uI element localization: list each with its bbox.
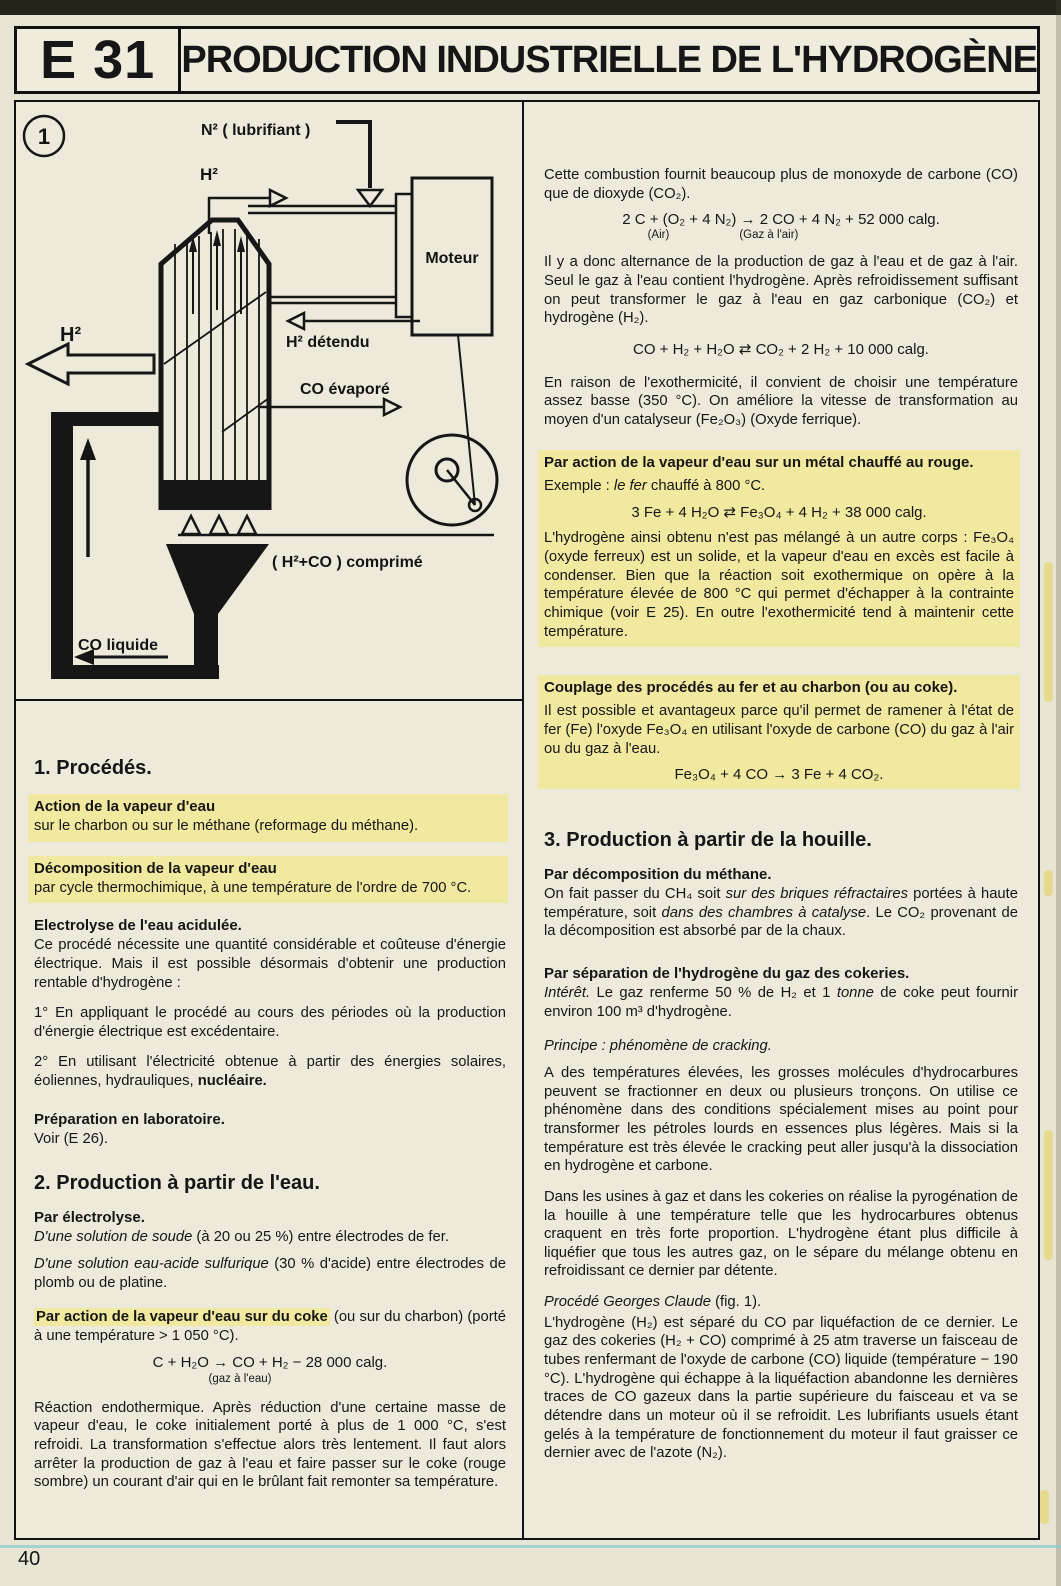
card-code: E 31 bbox=[17, 29, 181, 91]
paragraph-coke: Par action de la vapeur d'eau sur du coke (ou sur du charbon) (porté à une température > 1 050 °C). bbox=[34, 1309, 506, 1344]
spacer bbox=[544, 661, 1018, 675]
equation-note: (gaz à l'eau) bbox=[208, 1372, 272, 1385]
note-air: (Air) bbox=[647, 229, 670, 242]
subhead-decomposition-methane: Par décomposition du méthane. bbox=[544, 866, 772, 884]
subhead-metal-rouge: Par action de la vapeur d'eau sur un métal chauffé au rouge. bbox=[544, 453, 974, 471]
section-1-title: 1. Procédés. bbox=[34, 757, 152, 779]
co-evapore-arrowhead bbox=[384, 399, 400, 415]
subhead-par-electrolyse: Par électrolyse. bbox=[34, 1209, 145, 1227]
up-flow-arrow bbox=[80, 438, 96, 557]
section-3-title: 3. Production à partir de la houille. bbox=[544, 829, 872, 852]
equation-reduction-fer: Fe₃O₄ + 4 CO → 3 Fe + 4 CO₂. bbox=[674, 766, 884, 784]
subhead-electrolyse: Electrolyse de l'eau acidulée. bbox=[34, 917, 242, 935]
paragraph: L'hydrogène (H₂) est séparé du CO par liquéfaction de ce dernier. Le gaz des cokeries (H₂ + CO) comprimé à 25 atm traverse un faisceau de tubes renfermant de l'oxyde de carbone (CO) liquide (température − 190 °C). L'hydrogène qui échappe à la liquéfaction abandonne les dernières traces de CO gazeux dans la partie supérieure du faisceau et va se détendre dans un moteur où il se refroidit. Les lubrifiants usuels étant gelés à la température de fonctionnement du moteur il faut graisser ce dernier avec de l'azote (N₂). bbox=[544, 1314, 1018, 1462]
margin-highlight-mark bbox=[1040, 1490, 1049, 1524]
connecting-rod bbox=[458, 335, 475, 505]
margin-highlight-mark bbox=[1044, 870, 1053, 896]
inner-arrowhead bbox=[237, 236, 245, 252]
paragraph: En raison de l'exothermicité, il convient de choisir une température assez basse (350 °C). On améliore la vitesse de transformation au moyen d'un catalyseur (Fe₂O₃) (Oxyde ferrique). bbox=[544, 374, 1018, 429]
paragraph: 1° En appliquant le procédé au cours des périodes où la production d'énergie électrique est excédentaire. bbox=[34, 1005, 506, 1040]
subhead-body: sur le charbon ou sur le méthane (reformage du méthane). bbox=[34, 818, 419, 834]
label-h2-detendu: H² détendu bbox=[286, 334, 370, 351]
label-h2-top: H² bbox=[200, 165, 218, 184]
paragraph: Réaction endothermique. Après réduction d'une certaine masse de vapeur d'eau, le coke initialement porté à plus de 1 000 °C, s'est refroidi. La transformation s'effectue alors très lentement. Il faut alors arrêter la production de gaz à l'eau et faire passer sur le coke (rouge sombre) un courant d'air qui en le brûlant fait remonter sa température. bbox=[34, 1399, 506, 1491]
equation-gaz-a-leau: C + H₂O → CO + H₂ − 28 000 calg. bbox=[152, 1353, 388, 1371]
baffle-lines bbox=[164, 292, 269, 432]
inner-up-arrows bbox=[193, 244, 241, 314]
section-couplage bbox=[538, 675, 1020, 789]
subhead: Décomposition de la vapeur d'eau bbox=[34, 859, 277, 877]
left-column-text bbox=[16, 701, 522, 1492]
paragraph: D'une solution eau-acide sulfurique (30 % d'acide) entre électrodes de plomb ou de platine. bbox=[34, 1256, 506, 1291]
paragraph: L'hydrogène ainsi obtenu n'est pas mélangé à un autre corps : Fe₃O₄ (oxyde ferreux) est un solide, et la vapeur d'eau en excès est facile à condenser. Bien que la réaction soit exothermique on opère à la température élevée de 800 °C qui permet d'échapper à la contrainte chimique (voir E 25). En outre l'exothermicité tend à maintenir cette température. bbox=[544, 530, 1014, 640]
h2-outlet-arrow bbox=[28, 344, 154, 384]
subhead-separation-cokeries: Par séparation de l'hydrogène du gaz des cokeries. bbox=[544, 965, 910, 983]
paragraph: A des températures élevées, les grosses molécules d'hydrocarbures peuvent se fractionner en deux ou plusieurs tronçons. On utilise ce phénomène dans des conditions spécialement mises au point pour transformer les pétroles lourds en essences plus légères. Mais si la température est très élevée le cracking peut aller jusqu'à la dissociation en hydrogène et carbone. bbox=[544, 1065, 1018, 1175]
paragraph: Ce procédé nécessite une quantité considérable et coûteuse d'énergie électrique. Mais il est possible désormais d'obtenir une production rentable d'hydrogène : bbox=[34, 937, 506, 991]
procede-decomposition bbox=[28, 856, 508, 904]
h2-detendu-arrowhead bbox=[288, 313, 304, 329]
left-column bbox=[16, 102, 524, 1538]
motor-assembly bbox=[396, 178, 497, 525]
paragraph: Il y a donc alternance de la production de gaz à l'eau et de gaz à l'air. Seul le gaz à l'eau contient l'hydrogène. Après refroidissement suffisant on peut transformer le gaz à l'eau en gaz carbonique (CO₂) et hydrogène (H₂). bbox=[544, 254, 1018, 327]
section-metal-chauffe bbox=[538, 450, 1020, 647]
paragraph: Il est possible et avantageux parce qu'il permet de ramener à l'état de fer (Fe) l'oxyde Fe₃O₄ en utilisant l'oxyde de carbone (CO) du gaz à l'air ou du gaz à l'eau. bbox=[544, 703, 1014, 757]
content bbox=[14, 100, 1040, 1540]
gas-inlet-arrows bbox=[182, 516, 256, 534]
paragraph-principe-cracking: Principe : phénomène de cracking. bbox=[544, 1038, 772, 1055]
manifold bbox=[396, 194, 412, 317]
paragraph: Voir (E 26). bbox=[34, 1130, 109, 1147]
paragraph: Cette combustion fournit beaucoup plus de monoxyde de carbone (CO) que de dioxyde (CO₂). bbox=[544, 167, 1018, 202]
scan-edge-bottom-line bbox=[0, 1545, 1061, 1548]
label-n2-lubrifiant: N² ( lubrifiant ) bbox=[201, 122, 311, 139]
scan-edge-right bbox=[1056, 0, 1061, 1586]
paragraph: Exemple : le fer chauffé à 800 °C. bbox=[544, 477, 766, 494]
equation-notes bbox=[486, 229, 960, 241]
figure-1-diagram bbox=[16, 102, 522, 701]
margin-highlight-mark bbox=[1044, 562, 1053, 702]
paragraph-procede-claude: Procédé Georges Claude (fig. 1). bbox=[544, 1294, 762, 1311]
section-2-title: 2. Production à partir de l'eau. bbox=[34, 1172, 320, 1195]
exchange-tower bbox=[161, 220, 269, 510]
figure-number: 1 bbox=[37, 124, 51, 149]
paragraph: Dans les usines à gaz et dans les cokeries on réalise la pyrogénation de la houille à une température telle que les hydrocarbures obtenus craquent en très forte proportion. L'hydrogène étant plus difficile à liquéfier que tous les autres gaz, on le sépare du mélange obtenu en refroidissant ce dernier par détente. bbox=[544, 1188, 1018, 1280]
label-h2-out: H² bbox=[60, 324, 82, 346]
subhead-preparation-laboratoire: Préparation en laboratoire. bbox=[34, 1110, 225, 1128]
subhead-body: par cycle thermochimique, à une température de l'ordre de 700 °C. bbox=[34, 879, 472, 896]
h2-to-motor-pipes bbox=[248, 206, 396, 213]
paragraph: D'une solution de soude (à 20 ou 25 %) entre électrodes de fer. bbox=[34, 1229, 449, 1246]
equation-conversion: CO + H₂ + H₂O ⇄ CO₂ + 2 H₂ + 10 000 calg. bbox=[633, 340, 929, 358]
paragraph: On fait passer du CH₄ soit sur des briques réfractaires portées à haute température, soit dans des chambres à catalyse. Le CO₂ provenant de la décomposition est absorbé par de la chaux. bbox=[544, 886, 1019, 940]
n2-pipe bbox=[336, 122, 370, 188]
note-gaz-a-lair: (Gaz à l'air) bbox=[739, 229, 799, 242]
h2-top-arrowhead bbox=[270, 190, 286, 206]
page-title: PRODUCTION INDUSTRIELLE DE L'HYDROGÈNE bbox=[181, 38, 1037, 81]
label-h2co-comprime: ( H²+CO ) comprimé bbox=[272, 554, 423, 571]
paragraph: Intérêt. Le gaz renferme 50 % de H₂ et 1 tonne de coke peut fournir environ 100 m³ d'hydrogène. bbox=[544, 985, 1018, 1020]
label-co-evapore: CO évaporé bbox=[300, 381, 390, 398]
header bbox=[14, 26, 1040, 94]
margin-highlight-mark bbox=[1044, 1130, 1053, 1260]
procede-action-vapeur bbox=[28, 794, 508, 842]
hydrogen-plant-schematic bbox=[16, 102, 524, 699]
equation-fer-vapeur: 3 Fe + 4 H₂O ⇄ Fe₃O₄ + 4 H₂ + 38 000 calg. bbox=[631, 504, 927, 522]
paragraph: 2° En utilisant l'électricité obtenue à partir des énergies solaires, éoliennes, hydrauliques, nucléaire. bbox=[34, 1054, 506, 1090]
tower-base-black-band bbox=[161, 480, 269, 510]
lower-pipes bbox=[269, 297, 396, 303]
page-number: 40 bbox=[18, 1548, 41, 1570]
equation-gaz-a-lair: 2 C + (O₂ + 4 N₂) → 2 CO + 4 N₂ + 52 000 calg. bbox=[622, 211, 940, 229]
label-co-liquide: CO liquide bbox=[78, 637, 158, 654]
label-moteur: Moteur bbox=[425, 250, 479, 267]
subhead: Action de la vapeur d'eau bbox=[34, 798, 216, 815]
inner-arrowhead bbox=[213, 230, 221, 246]
subhead-couplage: Couplage des procédés au fer et au charbon (ou au coke). bbox=[544, 679, 958, 697]
h2-top-pipe bbox=[209, 198, 270, 234]
funnel bbox=[166, 544, 269, 665]
spacer bbox=[544, 803, 1018, 829]
n2-arrowhead bbox=[358, 190, 382, 206]
scan-edge-top bbox=[0, 0, 1061, 15]
right-column bbox=[524, 102, 1038, 1538]
